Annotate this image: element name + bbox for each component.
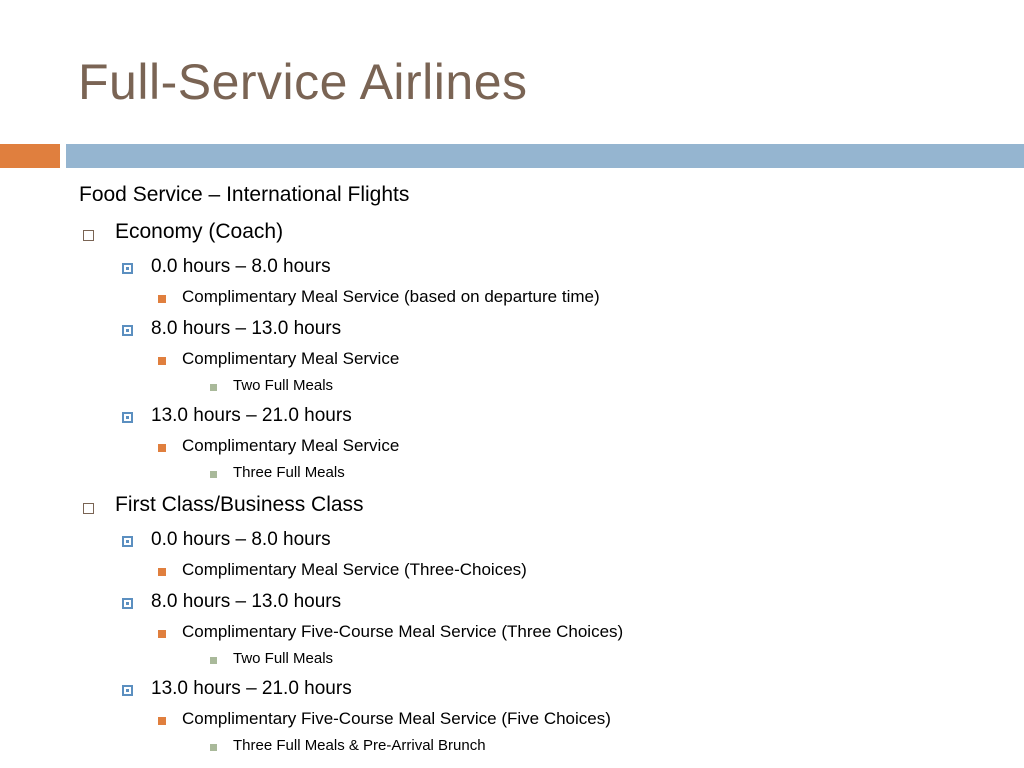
economy-range-2-service: Complimentary Meal Service (182, 349, 400, 368)
economy-range-2: 8.0 hours – 13.0 hours (151, 318, 342, 339)
economy-range-1-service: Complimentary Meal Service (based on departure time) (182, 287, 600, 306)
economy-range-2-detail: Two Full Meals (233, 377, 334, 394)
square-bullet-icon (122, 685, 133, 696)
first-range-2: 8.0 hours – 13.0 hours (151, 591, 342, 612)
economy-range-3-service: Complimentary Meal Service (182, 436, 400, 455)
square-bullet-icon (122, 325, 133, 336)
first-range-1-service: Complimentary Meal Service (Three-Choices) (182, 560, 527, 579)
economy-range-1: 0.0 hours – 8.0 hours (151, 256, 331, 277)
green-square-bullet-icon (210, 657, 217, 664)
square-bullet-icon (122, 263, 133, 274)
first-range-1: 0.0 hours – 8.0 hours (151, 529, 331, 550)
first-range-2-service: Complimentary Five-Course Meal Service (Three Choices) (182, 622, 624, 641)
green-square-bullet-icon (210, 471, 217, 478)
first-range-3-service: Complimentary Five-Course Meal Service (Five Choices) (182, 709, 611, 728)
orange-square-bullet-icon (158, 568, 166, 576)
green-square-bullet-icon (210, 384, 217, 391)
hollow-square-bullet-icon (83, 503, 94, 514)
accent-bar-orange (0, 144, 60, 168)
economy-range-3-detail: Three Full Meals (233, 464, 345, 481)
square-bullet-icon (122, 598, 133, 609)
orange-square-bullet-icon (158, 295, 166, 303)
square-bullet-icon (122, 536, 133, 547)
first-range-3-detail: Three Full Meals & Pre-Arrival Brunch (233, 737, 486, 754)
first-range-3: 13.0 hours – 21.0 hours (151, 678, 352, 699)
economy-range-3: 13.0 hours – 21.0 hours (151, 405, 352, 426)
square-bullet-icon (122, 412, 133, 423)
orange-square-bullet-icon (158, 444, 166, 452)
orange-square-bullet-icon (158, 357, 166, 365)
section-heading: Food Service – International Flights (79, 183, 410, 206)
green-square-bullet-icon (210, 744, 217, 751)
first-class-label: First Class/Business Class (115, 493, 364, 516)
orange-square-bullet-icon (158, 630, 166, 638)
accent-bar-blue (66, 144, 1024, 168)
economy-label: Economy (Coach) (115, 220, 284, 243)
slide-title: Full-Service Airlines (78, 54, 528, 110)
first-range-2-detail: Two Full Meals (233, 650, 334, 667)
orange-square-bullet-icon (158, 717, 166, 725)
hollow-square-bullet-icon (83, 230, 94, 241)
